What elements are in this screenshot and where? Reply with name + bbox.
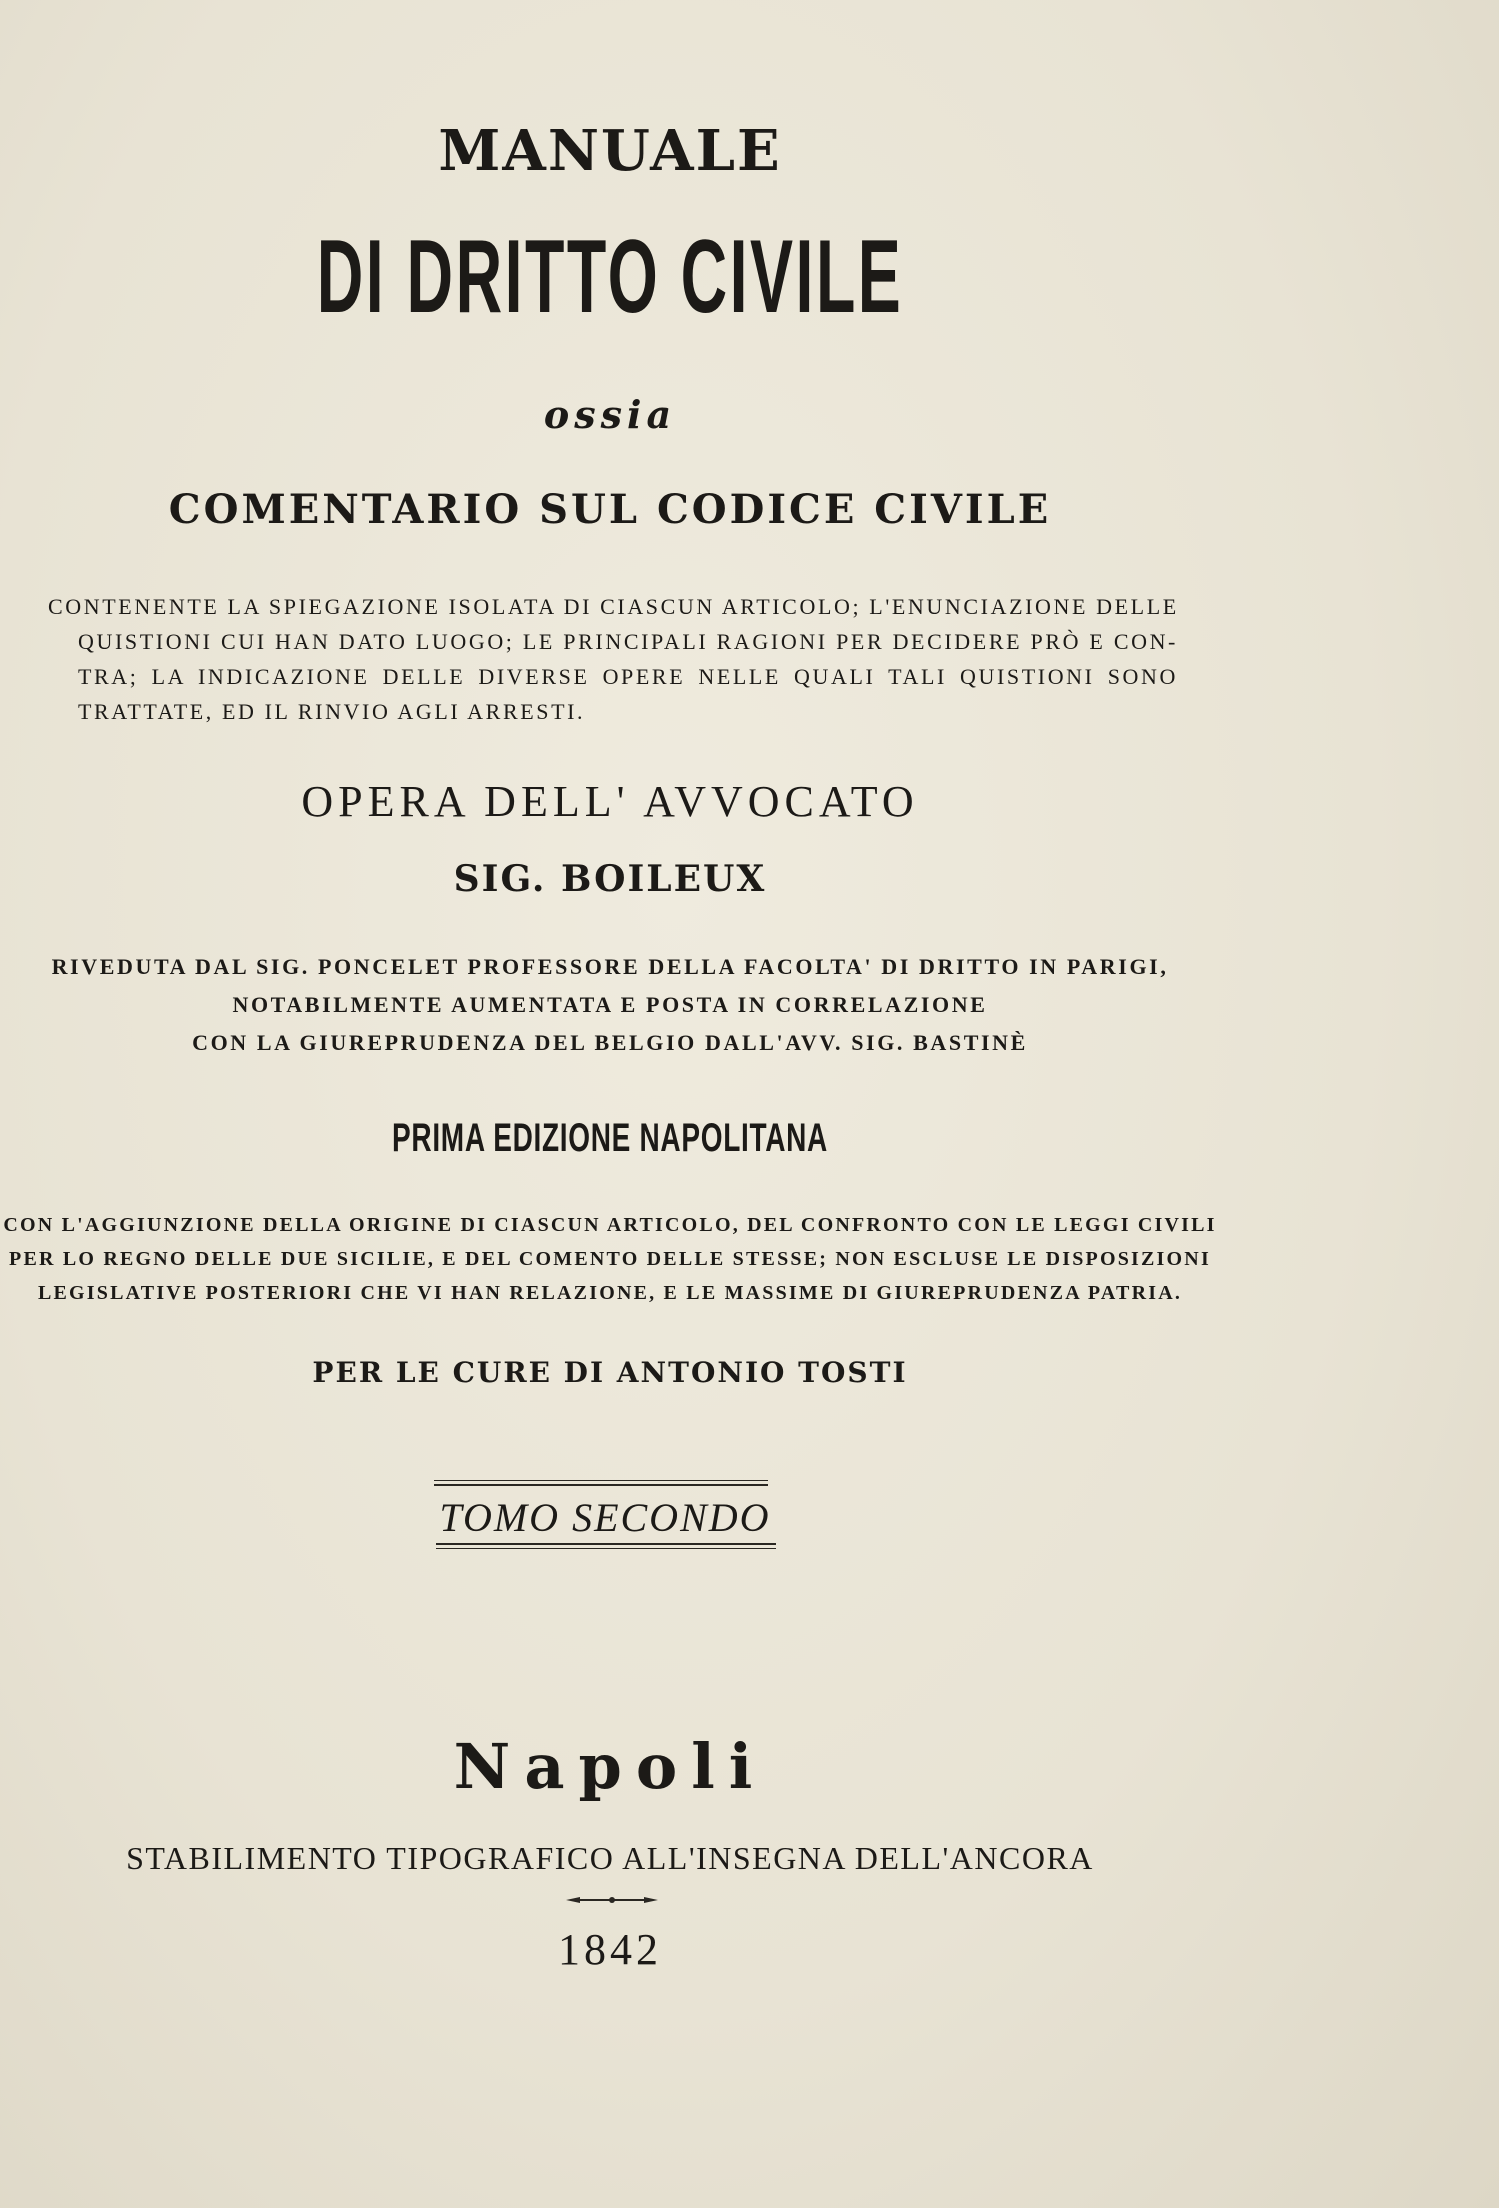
- revision-line: RIVEDUTA DAL SIG. PONCELET PROFESSORE DELLA FACOLTA' DI DRITTO IN PARIGI,: [51, 954, 1169, 979]
- addition-line: LEGISLATIVE POSTERIORI CHE VI HAN RELAZIONE, E LE MASSIME DI GIUREPRUDENZA PATRIA.: [37, 1282, 1183, 1304]
- subtitle: COMENTARIO SUL CODICE CIVILE: [168, 486, 1052, 533]
- edition-statement: PRIMA EDIZIONE NAPOLITANA: [392, 1116, 828, 1160]
- author-name: SIG. BOILEUX: [453, 858, 767, 900]
- description-line: QUISTIONI CUI HAN DATO LUOGO; LE PRINCIPALI RAGIONI PER DECIDERE PRÒ E CON-: [78, 629, 1178, 654]
- ossia-text: ossia: [543, 392, 677, 437]
- publisher: STABILIMENTO TIPOGRAFICO ALL'INSEGNA DELL'ANCORA: [126, 1840, 1094, 1876]
- description-line: CONTENENTE LA SPIEGAZIONE ISOLATA DI CIASCUN ARTICOLO; L'ENUNCIAZIONE DELLE: [48, 594, 1179, 619]
- revision-line: CON LA GIUREPRUDENZA DEL BELGIO DALL'AVV. SIG. BASTINÈ: [192, 1030, 1028, 1055]
- title-line-1: MANUALE: [438, 118, 782, 184]
- volume-label: TOMO SECONDO: [439, 1495, 771, 1540]
- ornament-dash-icon: [566, 1894, 658, 1906]
- city: Napoli: [453, 1730, 767, 1803]
- description-line: TRATTATE, ED IL RINVIO AGLI ARRESTI.: [78, 699, 586, 724]
- publication-year: 1842: [558, 1925, 662, 1974]
- bottom-double-rule: [436, 1543, 776, 1552]
- addition-line: PER LO REGNO DELLE DUE SICILIE, E DEL COMENTO DELLE STESSE; NON ESCLUSE LE DISPOSIZIONI: [9, 1248, 1211, 1270]
- addition-line: CON L'AGGIUNZIONE DELLA ORIGINE DI CIASCUN ARTICOLO, DEL CONFRONTO CON LE LEGGI CIVILI: [3, 1214, 1217, 1236]
- description-line: TRA; LA INDICAZIONE DELLE DIVERSE OPERE NELLE QUALI TALI QUISTIONI SONO: [78, 664, 1178, 689]
- revision-line: NOTABILMENTE AUMENTATA E POSTA IN CORRELAZIONE: [232, 992, 988, 1017]
- editor-credit: PER LE CURE DI ANTONIO TOSTI: [312, 1356, 908, 1389]
- top-double-rule: [434, 1480, 768, 1489]
- title-line-2: DI DRITTO CIVILE: [316, 219, 904, 335]
- author-intro: OPERA DELL' AVVOCATO: [301, 777, 919, 826]
